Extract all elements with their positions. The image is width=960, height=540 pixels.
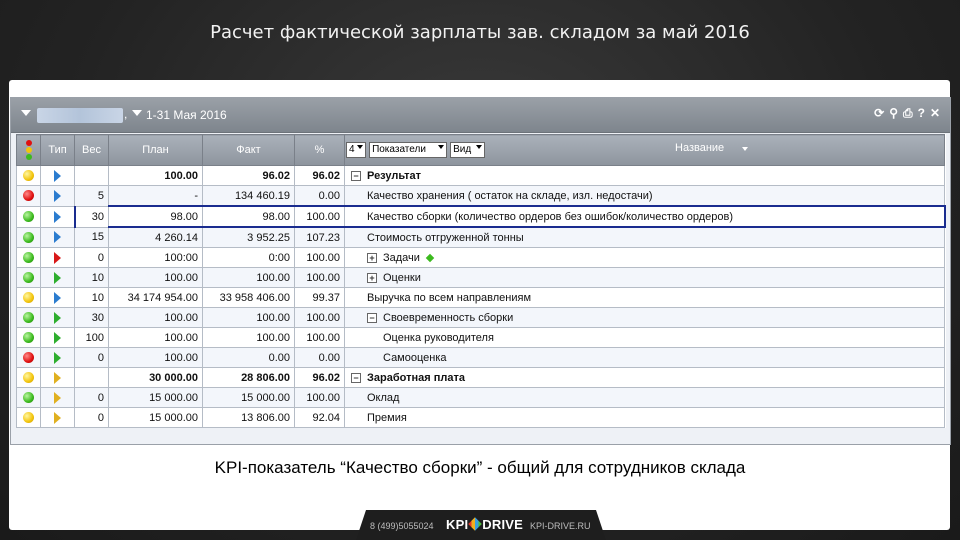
level-select[interactable]: 4 xyxy=(346,142,366,158)
table-row[interactable] xyxy=(17,308,945,328)
report-toolbar xyxy=(11,98,950,133)
type-flag-icon xyxy=(54,231,61,243)
table-row[interactable] xyxy=(17,248,945,268)
fact-cell: 100.00 xyxy=(203,268,295,288)
type-flag-icon xyxy=(54,332,61,344)
percent-cell: 100.00 xyxy=(295,206,345,227)
plan-cell: 30 000.00 xyxy=(109,368,203,388)
kpi-report-window xyxy=(10,97,951,445)
table-row[interactable] xyxy=(17,186,945,207)
weight-cell: 5 xyxy=(75,186,109,207)
type-flag-icon xyxy=(54,292,61,304)
name-cell[interactable] xyxy=(345,248,945,268)
type-column-header[interactable]: Тип xyxy=(41,135,75,166)
logo-right: DRIVE xyxy=(482,517,524,532)
name-cell[interactable] xyxy=(345,348,945,368)
name-cell[interactable] xyxy=(345,206,945,227)
plan-cell: 100:00 xyxy=(109,248,203,268)
period-dropdown-arrow-icon[interactable] xyxy=(132,110,142,116)
type-flag-icon xyxy=(54,372,61,384)
type-cell xyxy=(41,166,75,186)
type-cell xyxy=(41,268,75,288)
fact-cell: 98.00 xyxy=(203,206,295,227)
weight-cell: 30 xyxy=(75,206,109,227)
kpi-drive-logo xyxy=(446,517,523,532)
name-cell[interactable] xyxy=(345,166,945,186)
indicator-name: Качество сборки (количество ордеров без ошибок/количество ордеров) xyxy=(367,210,734,223)
close-icon[interactable]: ✕ xyxy=(929,106,940,120)
slide-caption: KPI-показатель “Качество сборки” - общий для сотрудников склада xyxy=(214,458,746,477)
percent-cell: 99.37 xyxy=(295,288,345,308)
traffic-light-icon xyxy=(26,140,32,160)
logo-x-icon xyxy=(468,517,482,531)
indicator-name: Оценки xyxy=(383,271,421,284)
status-red-icon xyxy=(23,352,34,363)
plan-cell: 100.00 xyxy=(109,166,203,186)
fact-cell: 3 952.25 xyxy=(203,227,295,248)
percent-cell: 96.02 xyxy=(295,368,345,388)
type-flag-icon xyxy=(54,211,61,223)
toolbar-icons xyxy=(874,106,940,121)
percent-column-header[interactable]: % xyxy=(295,135,345,166)
plan-cell: 34 174 954.00 xyxy=(109,288,203,308)
kpi-table xyxy=(16,134,946,428)
name-cell[interactable] xyxy=(345,328,945,348)
indicator-name: Стоимость отгруженной тонны xyxy=(367,231,524,244)
collapse-icon[interactable]: − xyxy=(351,373,361,383)
status-cell xyxy=(17,408,41,428)
plan-cell: - xyxy=(109,186,203,207)
name-column-header xyxy=(345,135,945,166)
indicator-name: Премия xyxy=(367,411,407,424)
indicator-name: Результат xyxy=(367,169,422,182)
type-cell xyxy=(41,186,75,207)
plan-cell: 4 260.14 xyxy=(109,227,203,248)
type-flag-icon xyxy=(54,352,61,364)
weight-cell: 30 xyxy=(75,308,109,328)
percent-cell: 100.00 xyxy=(295,248,345,268)
type-cell xyxy=(41,408,75,428)
weight-cell: 0 xyxy=(75,348,109,368)
type-flag-icon xyxy=(54,412,61,424)
weight-cell: 0 xyxy=(75,248,109,268)
type-cell xyxy=(41,206,75,227)
logo-left: KPI xyxy=(446,517,469,532)
plan-cell: 15 000.00 xyxy=(109,408,203,428)
status-cell xyxy=(17,308,41,328)
table-row[interactable] xyxy=(17,368,945,388)
indicator-name: Выручка по всем направлениям xyxy=(367,291,532,304)
plan-cell: 100.00 xyxy=(109,328,203,348)
percent-cell: 100.00 xyxy=(295,308,345,328)
expand-icon[interactable]: + xyxy=(367,273,377,283)
fact-cell: 96.02 xyxy=(203,166,295,186)
status-green-icon xyxy=(23,312,34,323)
percent-cell: 100.00 xyxy=(295,328,345,348)
fact-cell: 100.00 xyxy=(203,328,295,348)
percent-cell: 0.00 xyxy=(295,348,345,368)
status-cell xyxy=(17,368,41,388)
weight-cell: 10 xyxy=(75,288,109,308)
indicator-name: Задачи xyxy=(383,251,420,264)
name-cell[interactable] xyxy=(345,368,945,388)
name-cell[interactable] xyxy=(345,227,945,248)
weight-cell xyxy=(75,166,109,186)
status-yellow-icon xyxy=(23,412,34,423)
name-cell[interactable] xyxy=(345,288,945,308)
status-cell xyxy=(17,227,41,248)
plan-cell: 15 000.00 xyxy=(109,388,203,408)
weight-cell: 0 xyxy=(75,408,109,428)
type-cell xyxy=(41,368,75,388)
type-cell xyxy=(41,348,75,368)
status-green-icon xyxy=(23,392,34,403)
plan-cell: 98.00 xyxy=(109,206,203,227)
employee-name-blurred[interactable] xyxy=(37,108,123,123)
period-label[interactable]: 1-31 Мая 2016 xyxy=(146,108,227,122)
table-row[interactable] xyxy=(17,166,945,186)
sort-caret-icon[interactable] xyxy=(742,147,748,151)
status-cell xyxy=(17,206,41,227)
name-column-title[interactable]: Название xyxy=(675,142,725,154)
help-icon[interactable]: ? xyxy=(917,106,925,120)
table-row[interactable] xyxy=(17,268,945,288)
indicator-name: Качество хранения ( остаток на складе, изл. недостачи) xyxy=(367,189,653,202)
name-cell[interactable] xyxy=(345,268,945,288)
percent-cell: 0.00 xyxy=(295,186,345,207)
table-row[interactable] xyxy=(17,328,945,348)
status-cell xyxy=(17,388,41,408)
weight-cell: 0 xyxy=(75,388,109,408)
indicator-name: Заработная плата xyxy=(367,371,465,384)
indicator-name: Своевременность сборки xyxy=(383,311,514,324)
name-cell[interactable] xyxy=(345,408,945,428)
type-cell xyxy=(41,328,75,348)
indicator-name: Оценка руководителя xyxy=(383,331,494,344)
footer-site: KPI-DRIVE.RU xyxy=(530,521,591,531)
status-yellow-icon xyxy=(23,372,34,383)
type-cell xyxy=(41,308,75,328)
indicator-name: Самооценка xyxy=(383,351,447,364)
table-row[interactable] xyxy=(17,206,945,227)
percent-cell: 96.02 xyxy=(295,166,345,186)
type-flag-icon xyxy=(54,252,61,264)
name-cell[interactable] xyxy=(345,308,945,328)
fact-cell: 13 806.00 xyxy=(203,408,295,428)
fact-cell: 134 460.19 xyxy=(203,186,295,207)
refresh-icon[interactable]: ⟳ xyxy=(874,106,885,120)
plan-cell: 100.00 xyxy=(109,268,203,288)
search-icon[interactable]: ⚲ xyxy=(889,106,898,120)
indicators-select[interactable]: Показатели xyxy=(369,142,447,158)
status-yellow-icon xyxy=(23,170,34,181)
table-header-row xyxy=(17,135,945,166)
status-cell xyxy=(17,166,41,186)
status-cell xyxy=(17,248,41,268)
task-marker-icon xyxy=(426,253,434,261)
type-cell xyxy=(41,288,75,308)
status-column-header[interactable] xyxy=(17,135,41,166)
type-cell xyxy=(41,227,75,248)
status-green-icon xyxy=(23,232,34,243)
fact-cell: 33 958 406.00 xyxy=(203,288,295,308)
fact-column-header[interactable]: Факт xyxy=(203,135,295,166)
plan-cell: 100.00 xyxy=(109,308,203,328)
table-row[interactable] xyxy=(17,388,945,408)
percent-cell: 92.04 xyxy=(295,408,345,428)
type-flag-icon xyxy=(54,392,61,404)
employee-dropdown-arrow-icon[interactable] xyxy=(21,110,31,116)
status-green-icon xyxy=(23,272,34,283)
type-flag-icon xyxy=(54,272,61,284)
table-row[interactable] xyxy=(17,408,945,428)
fact-cell: 0.00 xyxy=(203,348,295,368)
toolbar-separator: , xyxy=(124,107,128,121)
weight-cell: 10 xyxy=(75,268,109,288)
status-cell xyxy=(17,186,41,207)
plan-cell: 100.00 xyxy=(109,348,203,368)
type-flag-icon xyxy=(54,170,61,182)
fact-cell: 0:00 xyxy=(203,248,295,268)
table-row[interactable] xyxy=(17,288,945,308)
name-cell[interactable] xyxy=(345,186,945,207)
percent-cell: 107.23 xyxy=(295,227,345,248)
status-green-icon xyxy=(23,211,34,222)
collapse-icon[interactable]: − xyxy=(367,313,377,323)
type-flag-icon xyxy=(54,312,61,324)
view-select[interactable]: Вид xyxy=(450,142,485,158)
percent-cell: 100.00 xyxy=(295,388,345,408)
status-yellow-icon xyxy=(23,292,34,303)
status-cell xyxy=(17,328,41,348)
type-cell xyxy=(41,388,75,408)
weight-cell xyxy=(75,368,109,388)
fact-cell: 100.00 xyxy=(203,308,295,328)
plan-column-header[interactable]: План xyxy=(109,135,203,166)
status-cell xyxy=(17,268,41,288)
slide-title: Расчет фактической зарплаты зав. складом за май 2016 xyxy=(210,22,750,43)
weight-cell: 15 xyxy=(75,227,109,248)
expand-icon[interactable]: + xyxy=(367,253,377,263)
name-cell[interactable] xyxy=(345,388,945,408)
table-row[interactable] xyxy=(17,227,945,248)
table-row[interactable] xyxy=(17,348,945,368)
print-icon[interactable]: ⎙ xyxy=(902,106,913,120)
status-green-icon xyxy=(23,252,34,263)
kpi-table-body xyxy=(17,166,945,428)
weight-column-header[interactable]: Вес xyxy=(75,135,109,166)
status-cell xyxy=(17,348,41,368)
percent-cell: 100.00 xyxy=(295,268,345,288)
fact-cell: 15 000.00 xyxy=(203,388,295,408)
fact-cell: 28 806.00 xyxy=(203,368,295,388)
indicator-name: Оклад xyxy=(367,391,400,404)
collapse-icon[interactable]: − xyxy=(351,171,361,181)
status-red-icon xyxy=(23,190,34,201)
status-green-icon xyxy=(23,332,34,343)
footer-phone: 8 (499)5055024 xyxy=(370,521,434,531)
weight-cell: 100 xyxy=(75,328,109,348)
status-cell xyxy=(17,288,41,308)
type-cell xyxy=(41,248,75,268)
type-flag-icon xyxy=(54,190,61,202)
